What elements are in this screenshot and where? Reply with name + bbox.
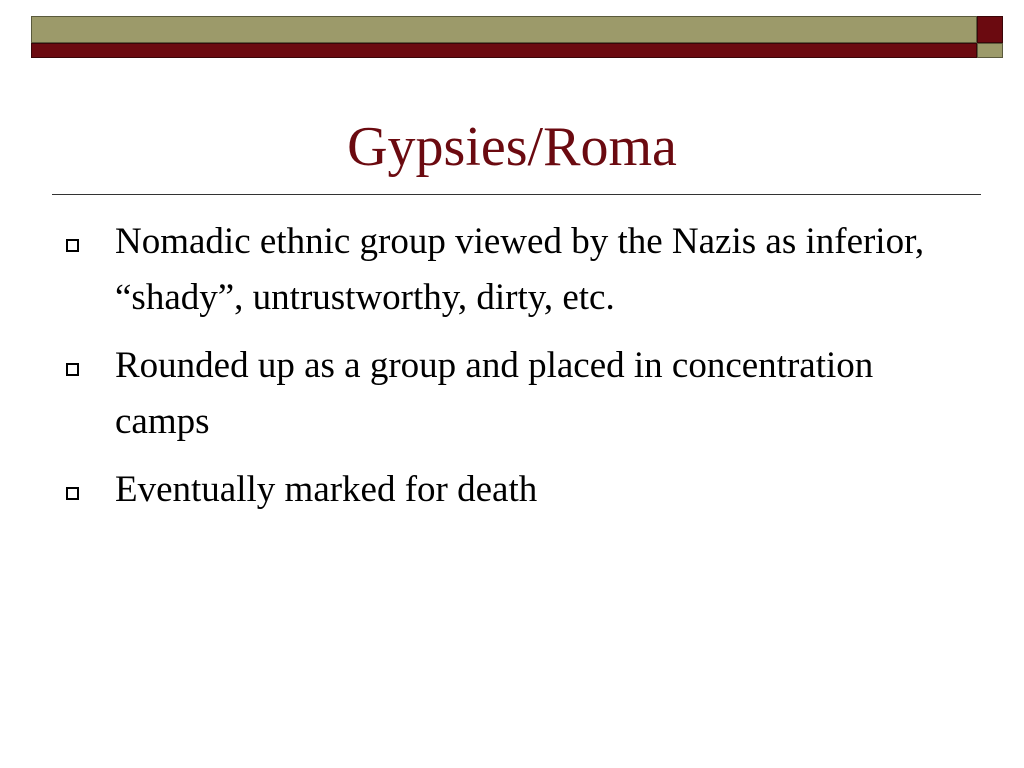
hollow-square-bullet-icon	[66, 363, 79, 376]
bullet-text: Rounded up as a group and placed in concentration camps	[115, 345, 874, 442]
bullet-text: Nomadic ethnic group viewed by the Nazis as inferior, “shady”, untrustworthy, dirty, etc.	[115, 221, 925, 318]
bullet-item	[64, 462, 974, 518]
top-banner-maroon-bar	[31, 43, 977, 58]
banner-corner-olive-square	[977, 43, 1003, 58]
title-divider	[52, 194, 981, 195]
hollow-square-bullet-icon	[66, 487, 79, 500]
hollow-square-bullet-icon	[66, 239, 79, 252]
bullet-item	[64, 214, 974, 326]
top-banner-olive-bar	[31, 16, 977, 43]
bullet-text: Eventually marked for death	[115, 469, 538, 510]
bullet-list	[64, 214, 974, 530]
banner-corner-maroon-square	[977, 16, 1003, 43]
bullet-item	[64, 338, 974, 450]
slide-title: Gypsies/Roma	[347, 116, 677, 178]
